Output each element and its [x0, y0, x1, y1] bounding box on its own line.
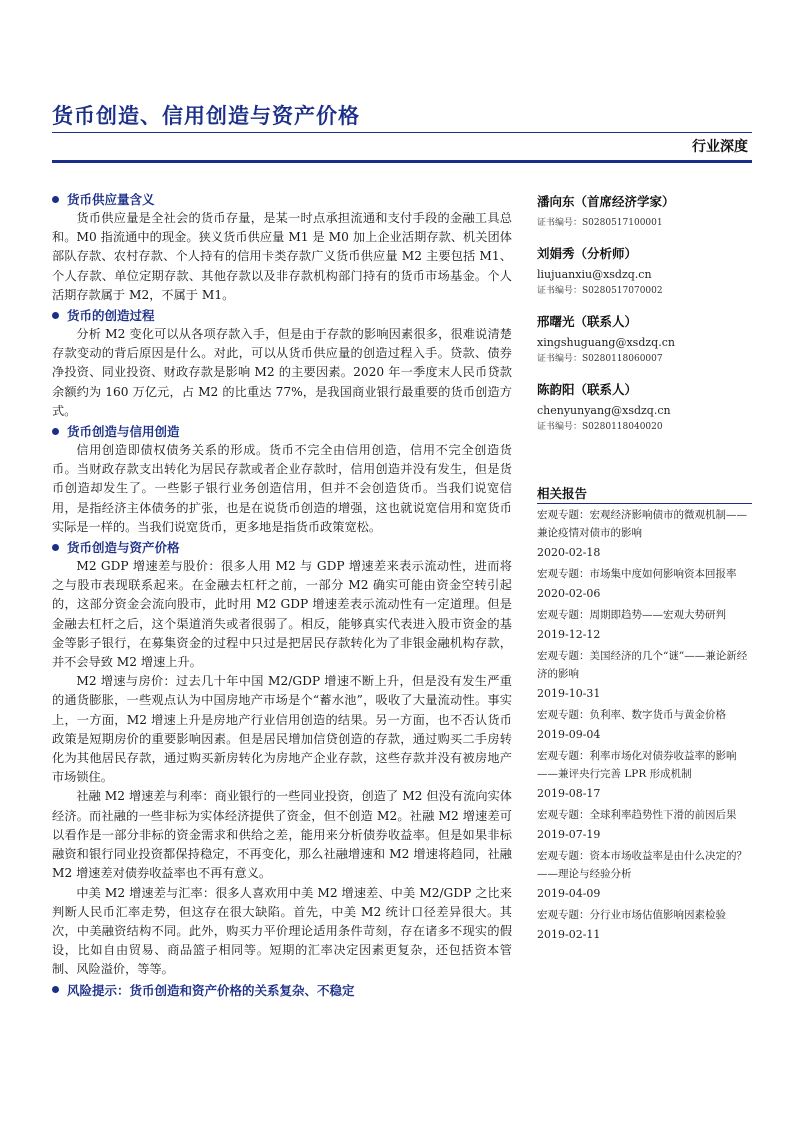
report-date: 2019-09-04: [537, 728, 601, 741]
related-report-item[interactable]: [537, 747, 752, 805]
analyst-email[interactable]: chenyunyang@xsdzq.cn: [537, 404, 671, 417]
report-title-link[interactable]: 宏观专题：周期即趋势——宏观大势研判: [537, 609, 726, 621]
report-date: 2020-02-06: [537, 587, 601, 600]
section-heading: 货币供应量含义: [52, 189, 512, 209]
report-title-link[interactable]: 宏观专题：分行业市场估值影响因素检验: [537, 909, 726, 921]
paragraph: 信用创造即债权债务关系的形成。货币不完全由信用创造，信用不完全创造货币。当财政存款支出转化为居民存款或者企业存款时，信用创造并没有发生，但是货币创造却发生了。一些影子银行业务创造信用，但并不会创造货币。当我们说宽信用，是指经济主体债务的扩张，也是在说货币创造的增强，这也就说宽信用和宽货币实际是一样的。当我们说宽货币，更多地是指货币政策宽松。: [52, 443, 512, 534]
report-date: 2019-08-17: [537, 787, 601, 800]
related-report-item[interactable]: [537, 506, 752, 564]
bullet-icon: [52, 428, 59, 435]
report-title-link[interactable]: 宏观专题：市场集中度如何影响资本回报率: [537, 568, 737, 580]
report-category: 行业深度: [692, 139, 748, 155]
related-reports-title: 相关报告: [537, 486, 588, 501]
report-title: 货币创造、信用创造与资产价格: [52, 104, 360, 128]
report-title-link[interactable]: 宏观专题：利率市场化对债券收益率的影响——兼评央行完善 LPR 形成机制: [537, 750, 737, 780]
paragraph: M2 GDP 增速差与股价：很多人用 M2 与 GDP 增速差来表示流动性，进而将之与股市表现联系起来。在金融去杠杆之前，一部分 M2 确实可能由资金空转引起的，这部分资金会流向股市，此时用 M2 GDP 增速差表示流动性有一定道理。但是金融去杠杆之后，这个渠道消失或者很弱了。相反，能够真实代表进入股市资金的基金等影子银行，在募集资金的过程中只过是把居民存款转化为了非银金融机构存款，并不会导致 M2 增速上升。: [52, 559, 512, 670]
report-date: 2019-07-19: [537, 828, 601, 841]
section-asset-prices: [52, 537, 512, 979]
section-heading: 货币创造与信用创造: [52, 421, 512, 441]
analyst-card: [537, 241, 757, 299]
section-money-supply: [52, 189, 512, 305]
report-date: 2019-12-12: [537, 628, 601, 641]
analyst-name: 刘娟秀（分析师）: [537, 246, 638, 261]
related-report-item[interactable]: [537, 706, 752, 746]
bullet-icon: [52, 196, 59, 203]
section-creation-process: [52, 305, 512, 421]
related-reports-rule: [537, 503, 752, 504]
related-reports-list: [537, 506, 752, 947]
paragraph: 社融 M2 增速差与利率：商业银行的一些同业投资，创造了 M2 但没有流向实体经济。而社融的一些非标为实体经济提供了资金，但不创造 M2。社融 M2 增速差可以看作是一部分非标的资金需求和供给之差，能用来分析债券收益率。但是如果非标融资和银行同业投资都保持稳定，不再变化，那么社融增速和 M2 增速将趋同，社融 M2 增速差对债券收益率也不再有意义。: [52, 789, 512, 881]
related-report-item[interactable]: [537, 906, 752, 946]
report-date: 2019-10-31: [537, 687, 601, 700]
analyst-email[interactable]: xingshuguang@xsdzq.cn: [537, 336, 675, 349]
paragraph: M2 增速与房价：过去几十年中国 M2/GDP 增速不断上升，但是没有发生严重的通货膨胀，一些观点认为中国房地产市场是个“蓄水池”，吸收了大量流动性。事实上，一方面，M2 增速上升是房地产行业信用创造的结果。另一方面，也不否认货币政策是短期房价的重要影响因素。但是居民增加信贷创造的存款，通过购买二手房转化为其他居民存款，通过购买新房转化为房地产企业存款，这些存款并没有被房地产市场锁住。: [52, 674, 512, 785]
bullet-icon: [52, 986, 59, 993]
section-credit-creation: [52, 421, 512, 537]
header-rule: [52, 132, 752, 133]
report-date: 2020-02-18: [537, 546, 601, 559]
analyst-card: [537, 309, 757, 367]
section-risk-warning: [52, 980, 512, 1000]
analyst-name: 邢曙光（联系人）: [537, 314, 638, 329]
analyst-sidebar: [537, 189, 757, 445]
report-date: 2019-04-09: [537, 887, 601, 900]
analyst-name: 陈韵阳（联系人）: [537, 382, 638, 397]
analyst-cert: 证书编号：S0280118040020: [537, 422, 663, 432]
report-title-link[interactable]: 宏观专题：宏观经济影响债市的微观机制——兼论疫情对债市的影响: [537, 509, 747, 539]
analyst-name: 潘向东（首席经济学家）: [537, 194, 675, 209]
bullet-icon: [52, 312, 59, 319]
paragraph: 中美 M2 增速差与汇率：很多人喜欢用中美 M2 增速差、中美 M2/GDP 之比来判断人民币汇率走势，但这存在很大缺陷。首先，中美 M2 统计口径差异很大。其次，中美融资结构不同。此外，购买力平价理论适用条件苛刻，存在诸多不现实的假设，比如自由贸易、商品篮子相同等。短期的汇率决定因素更复杂，还包括资本管制、风险溢价，等等。: [52, 885, 512, 977]
analyst-cert: 证书编号：S0280517100001: [537, 218, 663, 228]
header-divider: [52, 160, 752, 163]
analyst-card: [537, 377, 757, 435]
report-title-link[interactable]: 宏观专题：负利率、数字货币与黄金价格: [537, 709, 726, 721]
analyst-cert: 证书编号：S0280517070002: [537, 286, 663, 296]
related-report-item[interactable]: [537, 806, 752, 846]
related-report-item[interactable]: [537, 565, 752, 605]
main-content: [52, 189, 512, 1000]
report-title-link[interactable]: 宏观专题：美国经济的几个“谜”——兼论新经济的影响: [537, 650, 748, 680]
section-heading: 货币创造与资产价格: [52, 537, 512, 557]
analyst-card: [537, 189, 757, 231]
related-report-item[interactable]: [537, 847, 752, 905]
analyst-cert: 证书编号：S0280118060007: [537, 354, 663, 364]
related-report-item[interactable]: [537, 647, 752, 705]
paragraph: 分析 M2 变化可以从各项存款入手，但是由于存款的影响因素很多，很难说清楚存款变动的背后原因是什么。对此，可以从货币供应量的创造过程入手。贷款、债券净投资、同业投资、财政存款是影响 M2 的主要因素。2020 年一季度末人民币贷款余额约为 160 万亿元，占 M2 的比重达 77%，是我国商业银行最重要的货币创造方式。: [52, 327, 512, 418]
report-date: 2019-02-11: [537, 928, 601, 941]
bullet-icon: [52, 544, 59, 551]
related-report-item[interactable]: [537, 606, 752, 646]
section-heading: 风险提示：货币创造和资产价格的关系复杂、不稳定: [52, 980, 512, 1000]
analyst-email[interactable]: liujuanxiu@xsdzq.cn: [537, 268, 652, 281]
section-heading: 货币的创造过程: [52, 305, 512, 325]
report-title-link[interactable]: 宏观专题：资本市场收益率是由什么决定的？——理论与经验分析: [537, 850, 747, 880]
paragraph: 货币供应量是全社会的货币存量，是某一时点承担流通和支付手段的金融工具总和。M0 指流通中的现金。狭义货币供应量 M1 是 M0 加上企业活期存款、机关团体部队存款、农村存款、个人持有的信用卡类存款广义货币供应量 M2 主要包括 M1、个人存款、单位定期存款、其他存款以及非存款机构部门持有的货币市场基金。个人活期存款属于 M2，不属于 M1。: [52, 211, 512, 302]
report-title-link[interactable]: 宏观专题：全球利率趋势性下滑的前因后果: [537, 809, 737, 821]
